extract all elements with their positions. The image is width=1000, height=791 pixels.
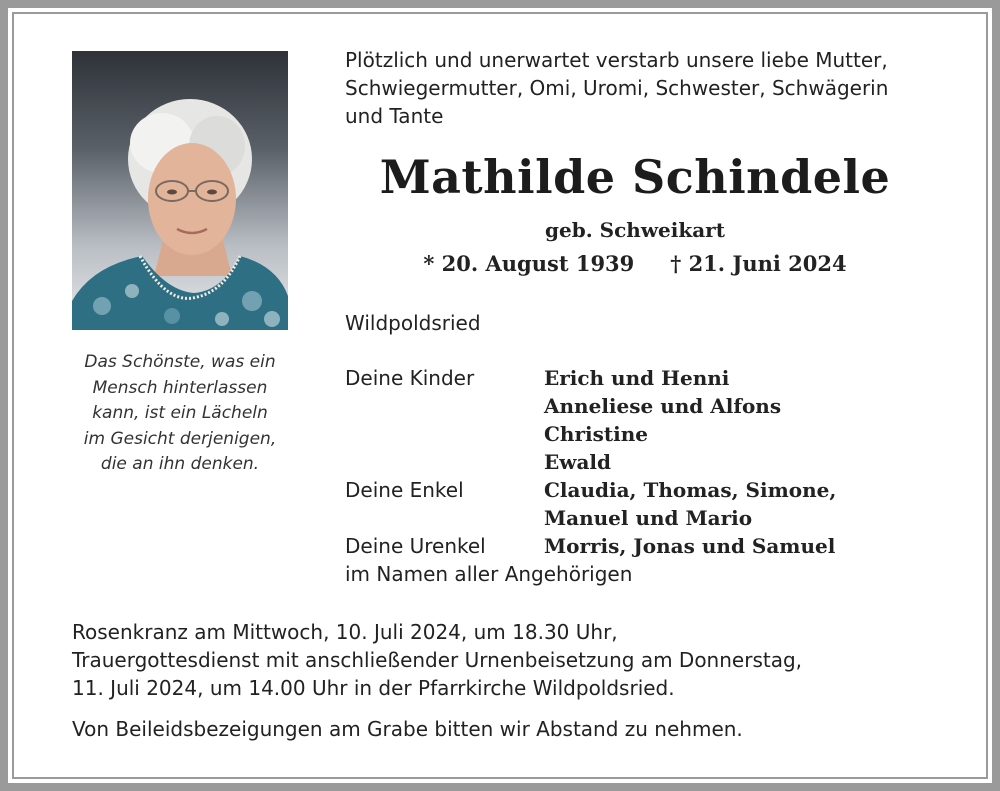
survivor-name: Claudia, Thomas, Simone, xyxy=(544,478,837,502)
group-label: Deine Urenkel xyxy=(345,534,486,558)
grandchildren-group xyxy=(345,476,945,532)
birth-date: * 20. August 1939 xyxy=(423,251,635,276)
quote-line: die an ihn denken. xyxy=(100,454,260,474)
group-label: Deine Kinder xyxy=(345,366,475,390)
survivor-name: Christine xyxy=(544,422,648,446)
group-names xyxy=(544,476,836,532)
death-date: † 21. Juni 2024 xyxy=(670,251,847,276)
intro-line: Schwiegermutter, Omi, Uromi, Schwester, Schwägerin xyxy=(345,76,889,100)
memorial-quote xyxy=(60,350,300,478)
quote-line: kann, ist ein Lächeln xyxy=(92,403,268,423)
group-names xyxy=(544,532,835,560)
service-details xyxy=(72,618,952,702)
all-relatives: im Namen aller Angehörigen xyxy=(345,562,633,586)
children-group xyxy=(345,364,945,476)
intro-line: und Tante xyxy=(345,104,444,128)
survivor-name: Morris, Jonas und Samuel xyxy=(544,534,836,558)
service-line: 11. Juli 2024, um 14.00 Uhr in der Pfarrkirche Wildpoldsried. xyxy=(72,676,675,700)
intro-line: Plötzlich und unerwartet verstarb unsere liebe Mutter, xyxy=(345,48,888,72)
condolence-notice: Von Beileidsbezeigungen am Grabe bitten wir Abstand zu nehmen. xyxy=(72,717,743,741)
survivor-name: Anneliese und Alfons xyxy=(544,394,782,418)
place-name: Wildpoldsried xyxy=(345,311,481,335)
group-names xyxy=(544,364,781,476)
survivor-name: Erich und Henni xyxy=(544,366,730,390)
announcement-intro xyxy=(345,46,965,130)
quote-line: Das Schönste, was ein xyxy=(84,352,276,372)
quote-line: im Gesicht derjenigen, xyxy=(83,428,277,449)
survivors-list xyxy=(345,364,945,588)
service-line: Rosenkranz am Mittwoch, 10. Juli 2024, um 18.30 Uhr, xyxy=(72,620,618,644)
survivor-name: Ewald xyxy=(544,450,612,474)
great-grandchildren-group xyxy=(345,532,945,560)
deceased-name: Mathilde Schindele xyxy=(379,150,891,204)
survivor-name: Manuel und Mario xyxy=(544,506,753,530)
group-label: Deine Enkel xyxy=(345,478,464,502)
life-dates xyxy=(345,251,925,276)
birth-name: geb. Schweikart xyxy=(545,218,725,242)
service-line: Trauergottesdienst mit anschließender Urnenbeisetzung am Donnerstag, xyxy=(72,648,803,672)
quote-line: Mensch hinterlassen xyxy=(92,377,268,398)
portrait-photo xyxy=(72,51,288,330)
